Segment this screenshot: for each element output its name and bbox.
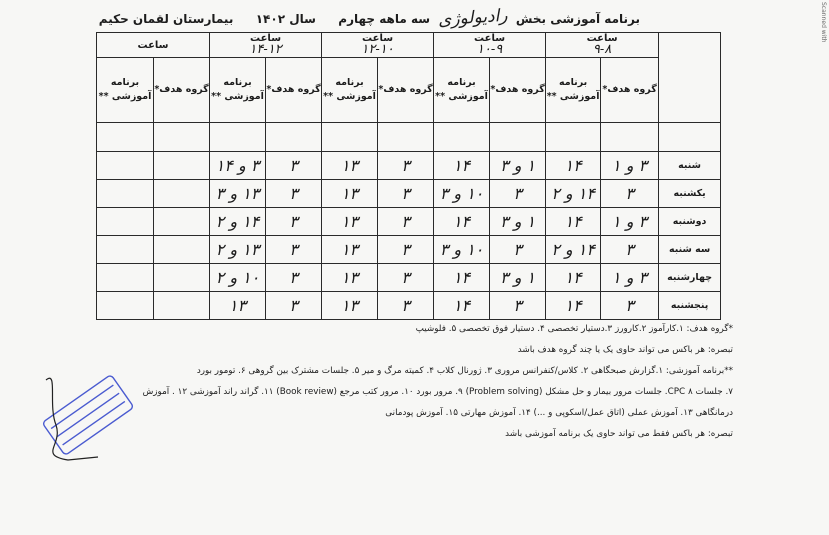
group-header: گروه هدف* (378, 58, 434, 123)
program-cell (97, 236, 154, 264)
group-header: گروه هدف* (601, 58, 659, 123)
program-cell: ۱۳ (322, 208, 378, 236)
program-cell: ۱۳ (322, 292, 378, 320)
group-header: گروه هدف* (490, 58, 546, 123)
programs-legend-3: درمانگاهی ۱۳. آموزش عملی (اتاق عمل/اسکوپی و ...) ۱۴. آموزش مهارتی ۱۵. آموزش پودمانی (385, 408, 733, 418)
day-label: سه شنبه (659, 236, 721, 264)
day-label: دوشنبه (659, 208, 721, 236)
program-cell: ۱۴ و ۲ (210, 208, 266, 236)
group-cell: ۳ (378, 236, 434, 264)
group-cell: ۳ (601, 180, 659, 208)
corner-cell (659, 33, 721, 123)
program-cell: ۱۴ (546, 264, 601, 292)
program-cell: ۱۰ و ۳ (434, 236, 490, 264)
group-cell: ۳ (378, 208, 434, 236)
group-cell: ۳ (266, 264, 322, 292)
group-cell: ۳ و ۱ (601, 264, 659, 292)
group-cell: ۳ و ۱ (601, 152, 659, 180)
program-header: برنامه آموزشی ** (210, 58, 266, 123)
time-slot-4: ساعت ۱۴-۱۲ (210, 33, 322, 58)
program-cell: ۱۳ (322, 264, 378, 292)
group-cell: ۳ (266, 152, 322, 180)
group-cell (154, 236, 210, 264)
group-cell (154, 180, 210, 208)
table-row (97, 292, 721, 320)
program-cell: ۱۴ (434, 292, 490, 320)
table-row (97, 208, 721, 236)
group-cell: ۳ (378, 292, 434, 320)
program-header: برنامه آموزشی ** (546, 58, 601, 123)
program-header: برنامه آموزشی ** (97, 58, 154, 123)
group-cell: ۳ (490, 236, 546, 264)
program-cell: ۱۳ (322, 236, 378, 264)
group-cell: ۳ (490, 292, 546, 320)
table-row (97, 152, 721, 180)
schedule-table (96, 32, 721, 320)
group-cell: ۳ (378, 180, 434, 208)
note-2: تبصره: هر باکس فقط می تواند حاوی یک برنامه آموزشی باشد (505, 429, 733, 439)
program-cell: ۱۴ (434, 264, 490, 292)
page-title (98, 5, 640, 31)
group-cell (154, 152, 210, 180)
group-header: گروه هدف* (154, 58, 210, 123)
quarter: سه ماهه چهارم (338, 12, 431, 26)
program-cell: ۱۳ (322, 152, 378, 180)
program-cell: ۳ و ۱۴ (210, 152, 266, 180)
program-cell: ۱۰ و ۳ (434, 180, 490, 208)
blank-row (97, 123, 721, 152)
program-header: برنامه آموزشی ** (322, 58, 378, 123)
program-cell: ۱۴ و ۲ (546, 180, 601, 208)
group-cell: ۳ و ۱ (601, 208, 659, 236)
program-cell: ۱۴ (434, 152, 490, 180)
scanner-watermark: Scanned with (820, 2, 827, 43)
program-cell (97, 208, 154, 236)
program-cell: ۱۳ و ۳ (210, 180, 266, 208)
time-slot-1: ساعت ۹-۸ (546, 33, 659, 58)
group-cell: ۳ (378, 152, 434, 180)
program-cell: ۱۴ و ۲ (546, 236, 601, 264)
programs-legend-2: ۷. جلسات CPC ۸. جلسات مرور بیمار و حل مشکل (Problem solving) ۹. مرور بورد ۱۰. مرور کتب مرجع (Book review) ۱۱. گراند راند آموزشی ۱۲ . آموزش (142, 387, 733, 397)
group-cell: ۳ (490, 180, 546, 208)
official-seal-icon (28, 365, 148, 465)
day-label: پنجشنبه (659, 292, 721, 320)
time-header-row (97, 33, 721, 58)
program-cell: ۱۴ (546, 208, 601, 236)
program-cell: ۱۳ و ۲ (210, 236, 266, 264)
group-cell: ۱ و ۳ (490, 152, 546, 180)
schedule-body (97, 152, 721, 320)
target-group-legend: *گروه هدف: ۱.کارآموز ۲.کارورز ۳.دستیار تخصصی ۴. دستیار فوق تخصصی ۵. فلوشیپ (415, 324, 733, 334)
year-label: سال (289, 12, 316, 26)
program-cell (97, 152, 154, 180)
table-row (97, 180, 721, 208)
group-cell (154, 292, 210, 320)
group-cell (154, 264, 210, 292)
title-prefix: برنامه آموزشی بخش (515, 12, 640, 26)
program-cell: ۱۳ (322, 180, 378, 208)
subheader-row (97, 58, 721, 123)
day-label: چهارشنبه (659, 264, 721, 292)
time-slot-3: ساعت ۱۲-۱۰ (322, 33, 434, 58)
program-cell (97, 180, 154, 208)
group-cell: ۳ (378, 264, 434, 292)
program-cell: ۱۴ (546, 152, 601, 180)
group-cell (154, 208, 210, 236)
time-slot-5: ساعت (97, 33, 210, 58)
day-label: یکشنبه (659, 180, 721, 208)
group-cell: ۳ (266, 180, 322, 208)
note-1: تبصره: هر باکس می تواند حاوی یک یا چند گروه هدف باشد (517, 345, 733, 355)
group-cell: ۳ (266, 208, 322, 236)
program-cell (97, 292, 154, 320)
program-cell: ۱۳ (210, 292, 266, 320)
program-header: برنامه آموزشی ** (434, 58, 490, 123)
group-cell: ۳ (266, 292, 322, 320)
year: ۱۴۰۲ (255, 12, 286, 26)
time-slot-2: ساعت ۱۰-۹ (434, 33, 546, 58)
group-cell: ۳ (601, 292, 659, 320)
program-cell: ۱۰ و ۲ (210, 264, 266, 292)
group-cell: ۱ و ۳ (490, 264, 546, 292)
hospital-name: بیمارستان لقمان حکیم (98, 12, 234, 26)
program-cell (97, 264, 154, 292)
program-cell: ۱۴ (546, 292, 601, 320)
table-row (97, 264, 721, 292)
group-cell: ۳ (601, 236, 659, 264)
department-handwritten: رادیولوژی (437, 5, 509, 31)
group-header: گروه هدف* (266, 58, 322, 123)
table-row (97, 236, 721, 264)
programs-legend: **برنامه آموزشی: ۱.گزارش صبحگاهی ۲. کلاس/کنفرانس مروری ۳. ژورنال کلاب ۴. کمیته مرگ و میر ۵. جلسات مشترک بین گروهی ۶. تومور بورد (196, 366, 733, 376)
day-label: شنبه (659, 152, 721, 180)
group-cell: ۱ و ۳ (490, 208, 546, 236)
program-cell: ۱۴ (434, 208, 490, 236)
group-cell: ۳ (266, 236, 322, 264)
